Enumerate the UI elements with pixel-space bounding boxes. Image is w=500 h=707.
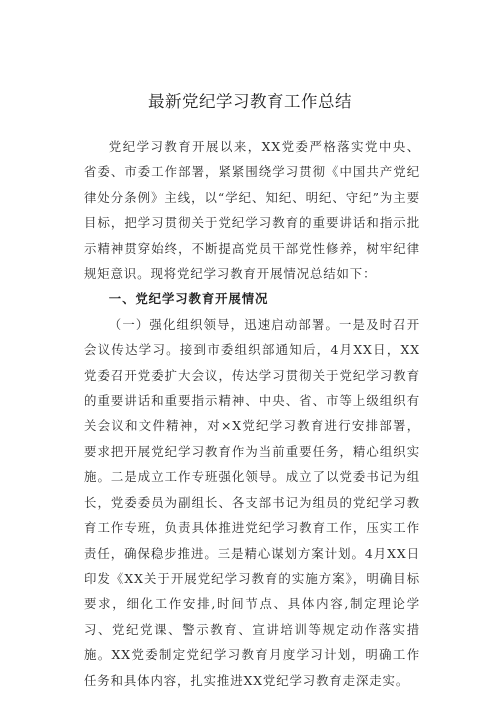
section-heading: 一、党纪学习教育开展情况 <box>108 291 269 307</box>
document-body <box>84 134 420 693</box>
document-title: 最新党纪学习教育工作总结 <box>148 92 352 111</box>
intro-paragraph: 党纪学习教育开展以来，XX党委严格落实党中央、省委、市委工作部署，紧紧围绕学习贯彻《中国共产党纪律处分条例》主线，以“学纪、知纪、明纪、守纪”为主要目标，把学习贯彻关于党纪学习教育的重要讲话和指示批示精神贯穿始终，不断提高党员干部党性修养，树牢纪律规矩意识。现将党纪学习教育开展情况总结如下： <box>84 139 420 282</box>
section-paragraph: （一）强化组织领导，迅速启动部署。一是及时召开会议传达学习。接到市委组织部通知后，4月XX日，XX党委召开党委扩大会议，传达学习贯彻关于党纪学习教育的重要讲话和重要指示精神、中央、省、市等上级组织有关会议和文件精神，对×X党纪学习教育进行安排部署，要求把开展党纪学习教育作为当前重要任务，精心组织实施。二是成立工作专班强化领导。成立了以党委书记为组长，党委委员为副组长、各支部书记为组员的党纪学习教育工作专班，负责具体推进党纪学习教育工作，压实工作责任，确保稳步推进。三是精心谋划方案计划。4月XX日印发《XX关于开展党纪学习教育的实施方案》，明确目标要求，细化工作安排,时间节点、具体内容,制定理论学习、党纪党课、警示教育、宣讲培训等规定动作落实措施。XX党委制定党纪学习教育月度学习计划，明确工作任务和具体内容，扎实推进XX党纪学习教育走深走实。 <box>84 316 420 688</box>
